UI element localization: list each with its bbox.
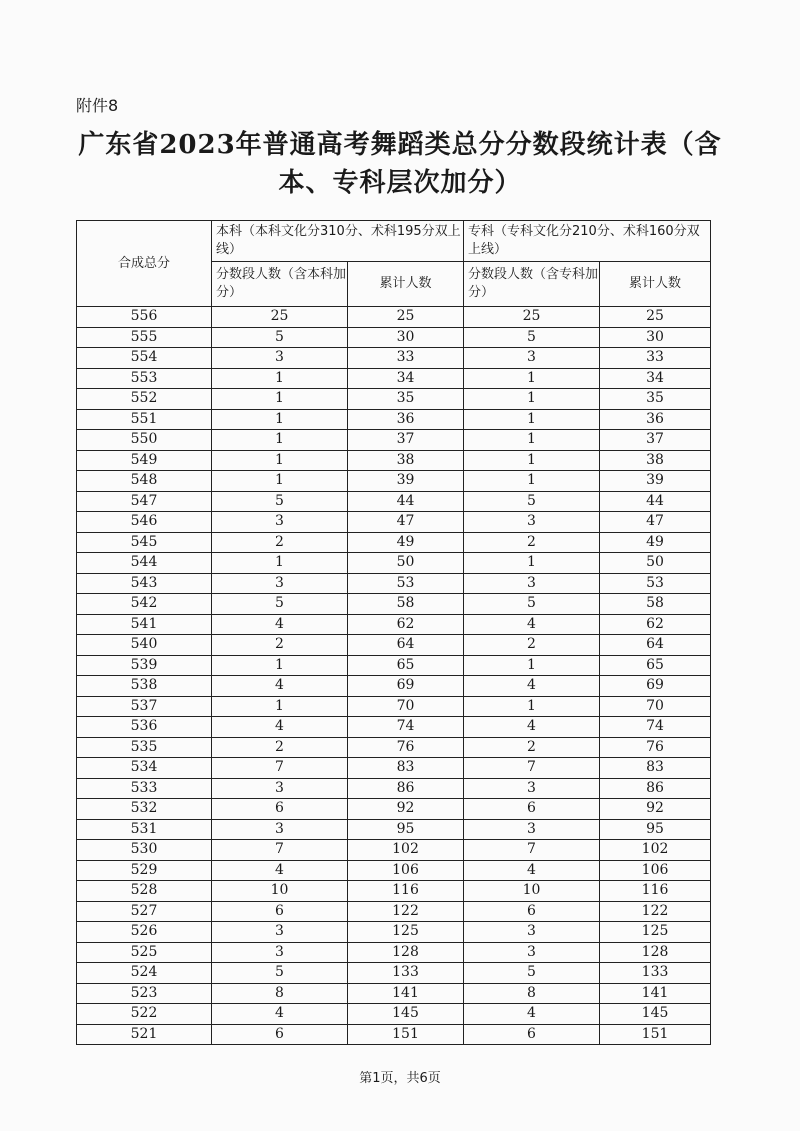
cell-jc-cum: 39 <box>600 471 711 492</box>
cell-ug-cum: 151 <box>348 1024 464 1045</box>
table-row <box>77 655 711 676</box>
cell-jc-cum: 38 <box>600 450 711 471</box>
cell-ug-cum: 33 <box>348 348 464 369</box>
cell-jc-cum: 37 <box>600 430 711 451</box>
table-row <box>77 573 711 594</box>
cell-ug-count: 3 <box>212 778 348 799</box>
cell-jc-cum: 106 <box>600 860 711 881</box>
cell-ug-count: 5 <box>212 491 348 512</box>
cell-jc-cum: 62 <box>600 614 711 635</box>
table-row <box>77 860 711 881</box>
cell-ug-count: 4 <box>212 676 348 697</box>
table-row <box>77 758 711 779</box>
table-row <box>77 737 711 758</box>
cell-score: 531 <box>77 819 212 840</box>
header-jc-cum: 累计人数 <box>600 262 711 307</box>
cell-jc-cum: 58 <box>600 594 711 615</box>
cell-ug-count: 8 <box>212 983 348 1004</box>
cell-jc-cum: 102 <box>600 840 711 861</box>
cell-ug-count: 1 <box>212 471 348 492</box>
cell-ug-cum: 34 <box>348 368 464 389</box>
cell-jc-cum: 65 <box>600 655 711 676</box>
cell-jc-cum: 128 <box>600 942 711 963</box>
cell-jc-cum: 50 <box>600 553 711 574</box>
cell-ug-cum: 36 <box>348 409 464 430</box>
cell-jc-cum: 44 <box>600 491 711 512</box>
table-row <box>77 348 711 369</box>
cell-jc-count: 6 <box>464 1024 600 1045</box>
cell-jc-count: 1 <box>464 450 600 471</box>
header-undergrad: 本科（本科文化分310分、术科195分双上线） <box>212 221 464 262</box>
cell-jc-cum: 74 <box>600 717 711 738</box>
cell-ug-count: 5 <box>212 594 348 615</box>
table-row <box>77 942 711 963</box>
score-distribution-table <box>76 220 711 1045</box>
cell-ug-cum: 83 <box>348 758 464 779</box>
cell-jc-cum: 64 <box>600 635 711 656</box>
attachment-label: 附件8 <box>76 96 119 115</box>
cell-jc-count: 4 <box>464 717 600 738</box>
cell-ug-count: 1 <box>212 553 348 574</box>
cell-ug-cum: 125 <box>348 922 464 943</box>
cell-score: 544 <box>77 553 212 574</box>
table-row <box>77 491 711 512</box>
table-row <box>77 840 711 861</box>
cell-ug-count: 1 <box>212 696 348 717</box>
header-ug-count: 分数段人数（含本科加分） <box>212 262 348 307</box>
cell-jc-count: 2 <box>464 635 600 656</box>
cell-ug-count: 1 <box>212 389 348 410</box>
cell-ug-count: 2 <box>212 737 348 758</box>
cell-ug-cum: 53 <box>348 573 464 594</box>
cell-ug-cum: 102 <box>348 840 464 861</box>
cell-ug-count: 5 <box>212 963 348 984</box>
cell-ug-cum: 39 <box>348 471 464 492</box>
cell-score: 556 <box>77 307 212 328</box>
cell-jc-count: 3 <box>464 573 600 594</box>
cell-score: 534 <box>77 758 212 779</box>
table-row <box>77 717 711 738</box>
cell-score: 525 <box>77 942 212 963</box>
cell-jc-count: 1 <box>464 389 600 410</box>
cell-jc-cum: 83 <box>600 758 711 779</box>
table-row <box>77 327 711 348</box>
cell-ug-count: 3 <box>212 942 348 963</box>
cell-jc-cum: 145 <box>600 1004 711 1025</box>
cell-jc-cum: 122 <box>600 901 711 922</box>
cell-ug-cum: 74 <box>348 717 464 738</box>
cell-ug-count: 25 <box>212 307 348 328</box>
cell-ug-count: 10 <box>212 881 348 902</box>
cell-jc-cum: 133 <box>600 963 711 984</box>
cell-jc-count: 25 <box>464 307 600 328</box>
table-row <box>77 963 711 984</box>
cell-ug-count: 6 <box>212 901 348 922</box>
cell-score: 535 <box>77 737 212 758</box>
cell-jc-cum: 35 <box>600 389 711 410</box>
cell-ug-cum: 106 <box>348 860 464 881</box>
cell-jc-cum: 86 <box>600 778 711 799</box>
header-junior: 专科（专科文化分210分、术科160分双上线） <box>464 221 711 262</box>
cell-jc-cum: 95 <box>600 819 711 840</box>
cell-jc-cum: 92 <box>600 799 711 820</box>
table-row <box>77 368 711 389</box>
table-row <box>77 512 711 533</box>
cell-ug-count: 7 <box>212 758 348 779</box>
table-row <box>77 430 711 451</box>
cell-score: 523 <box>77 983 212 1004</box>
cell-ug-count: 2 <box>212 532 348 553</box>
cell-ug-count: 4 <box>212 614 348 635</box>
table-row <box>77 594 711 615</box>
cell-ug-count: 5 <box>212 327 348 348</box>
cell-ug-count: 1 <box>212 409 348 430</box>
cell-jc-cum: 116 <box>600 881 711 902</box>
cell-jc-cum: 141 <box>600 983 711 1004</box>
cell-jc-cum: 70 <box>600 696 711 717</box>
cell-jc-cum: 34 <box>600 368 711 389</box>
cell-ug-count: 7 <box>212 840 348 861</box>
cell-jc-count: 3 <box>464 778 600 799</box>
cell-score: 537 <box>77 696 212 717</box>
cell-ug-count: 4 <box>212 1004 348 1025</box>
cell-ug-count: 4 <box>212 860 348 881</box>
table-row <box>77 881 711 902</box>
cell-score: 555 <box>77 327 212 348</box>
cell-ug-cum: 122 <box>348 901 464 922</box>
cell-score: 533 <box>77 778 212 799</box>
cell-jc-count: 5 <box>464 491 600 512</box>
header-score: 合成总分 <box>77 221 212 307</box>
cell-jc-count: 4 <box>464 1004 600 1025</box>
cell-ug-cum: 58 <box>348 594 464 615</box>
cell-score: 529 <box>77 860 212 881</box>
cell-jc-cum: 36 <box>600 409 711 430</box>
cell-jc-cum: 125 <box>600 922 711 943</box>
cell-ug-count: 3 <box>212 819 348 840</box>
cell-score: 530 <box>77 840 212 861</box>
cell-ug-count: 1 <box>212 368 348 389</box>
cell-ug-count: 4 <box>212 717 348 738</box>
cell-ug-cum: 145 <box>348 1004 464 1025</box>
cell-score: 522 <box>77 1004 212 1025</box>
cell-score: 551 <box>77 409 212 430</box>
cell-ug-cum: 47 <box>348 512 464 533</box>
table-row <box>77 1024 711 1045</box>
cell-ug-count: 3 <box>212 512 348 533</box>
cell-jc-count: 3 <box>464 819 600 840</box>
cell-score: 539 <box>77 655 212 676</box>
cell-score: 546 <box>77 512 212 533</box>
cell-score: 524 <box>77 963 212 984</box>
cell-ug-count: 3 <box>212 348 348 369</box>
table-row <box>77 1004 711 1025</box>
table-row <box>77 532 711 553</box>
table-row <box>77 676 711 697</box>
cell-jc-count: 2 <box>464 532 600 553</box>
cell-ug-cum: 49 <box>348 532 464 553</box>
table-row <box>77 409 711 430</box>
table-row <box>77 819 711 840</box>
cell-ug-cum: 116 <box>348 881 464 902</box>
cell-ug-cum: 35 <box>348 389 464 410</box>
cell-ug-cum: 44 <box>348 491 464 512</box>
table-row <box>77 799 711 820</box>
cell-ug-cum: 70 <box>348 696 464 717</box>
cell-score: 521 <box>77 1024 212 1045</box>
cell-ug-count: 1 <box>212 430 348 451</box>
cell-score: 554 <box>77 348 212 369</box>
cell-jc-count: 6 <box>464 901 600 922</box>
cell-jc-cum: 33 <box>600 348 711 369</box>
cell-score: 545 <box>77 532 212 553</box>
cell-jc-count: 3 <box>464 512 600 533</box>
cell-score: 543 <box>77 573 212 594</box>
cell-ug-cum: 141 <box>348 983 464 1004</box>
cell-jc-cum: 49 <box>600 532 711 553</box>
cell-score: 536 <box>77 717 212 738</box>
cell-ug-cum: 65 <box>348 655 464 676</box>
table-row <box>77 778 711 799</box>
table-row <box>77 450 711 471</box>
cell-score: 547 <box>77 491 212 512</box>
cell-ug-count: 3 <box>212 922 348 943</box>
cell-score: 550 <box>77 430 212 451</box>
cell-score: 538 <box>77 676 212 697</box>
table-row <box>77 307 711 328</box>
cell-score: 540 <box>77 635 212 656</box>
cell-jc-count: 5 <box>464 594 600 615</box>
cell-ug-cum: 25 <box>348 307 464 328</box>
table-row <box>77 901 711 922</box>
cell-jc-count: 10 <box>464 881 600 902</box>
cell-jc-cum: 76 <box>600 737 711 758</box>
cell-jc-cum: 53 <box>600 573 711 594</box>
cell-ug-count: 3 <box>212 573 348 594</box>
header-jc-count: 分数段人数（含专科加分） <box>464 262 600 307</box>
cell-jc-count: 3 <box>464 922 600 943</box>
cell-score: 542 <box>77 594 212 615</box>
cell-score: 548 <box>77 471 212 492</box>
cell-jc-cum: 151 <box>600 1024 711 1045</box>
cell-jc-cum: 69 <box>600 676 711 697</box>
cell-ug-cum: 95 <box>348 819 464 840</box>
cell-ug-cum: 69 <box>348 676 464 697</box>
table-row <box>77 983 711 1004</box>
cell-score: 527 <box>77 901 212 922</box>
cell-ug-cum: 92 <box>348 799 464 820</box>
cell-score: 549 <box>77 450 212 471</box>
cell-jc-count: 1 <box>464 368 600 389</box>
cell-score: 541 <box>77 614 212 635</box>
cell-ug-cum: 86 <box>348 778 464 799</box>
cell-jc-count: 4 <box>464 676 600 697</box>
table-row <box>77 635 711 656</box>
cell-score: 526 <box>77 922 212 943</box>
table-row <box>77 922 711 943</box>
cell-jc-cum: 25 <box>600 307 711 328</box>
table-row <box>77 696 711 717</box>
cell-ug-count: 6 <box>212 1024 348 1045</box>
cell-ug-cum: 50 <box>348 553 464 574</box>
cell-jc-count: 3 <box>464 348 600 369</box>
table-body <box>77 307 711 1045</box>
cell-jc-count: 3 <box>464 942 600 963</box>
cell-score: 552 <box>77 389 212 410</box>
cell-score: 553 <box>77 368 212 389</box>
page-title-line2: 本、专科层次加分） <box>278 168 522 198</box>
cell-ug-count: 1 <box>212 450 348 471</box>
cell-jc-count: 8 <box>464 983 600 1004</box>
cell-jc-count: 7 <box>464 758 600 779</box>
cell-ug-count: 2 <box>212 635 348 656</box>
cell-jc-cum: 30 <box>600 327 711 348</box>
cell-jc-count: 7 <box>464 840 600 861</box>
table-row <box>77 614 711 635</box>
cell-jc-count: 5 <box>464 327 600 348</box>
table-row <box>77 389 711 410</box>
cell-ug-cum: 38 <box>348 450 464 471</box>
table-row <box>77 471 711 492</box>
cell-jc-count: 1 <box>464 471 600 492</box>
cell-ug-count: 6 <box>212 799 348 820</box>
cell-ug-cum: 133 <box>348 963 464 984</box>
cell-ug-cum: 64 <box>348 635 464 656</box>
cell-jc-count: 5 <box>464 963 600 984</box>
page-title-line1: 广东省2023年普通高考舞蹈类总分分数段统计表（含 <box>78 130 722 160</box>
cell-ug-count: 1 <box>212 655 348 676</box>
page-footer: 第1页，共6页 <box>359 1071 441 1086</box>
cell-jc-cum: 47 <box>600 512 711 533</box>
cell-jc-count: 1 <box>464 696 600 717</box>
cell-ug-cum: 30 <box>348 327 464 348</box>
cell-jc-count: 2 <box>464 737 600 758</box>
cell-score: 532 <box>77 799 212 820</box>
cell-ug-cum: 62 <box>348 614 464 635</box>
cell-ug-cum: 128 <box>348 942 464 963</box>
table-row <box>77 553 711 574</box>
cell-score: 528 <box>77 881 212 902</box>
cell-ug-cum: 76 <box>348 737 464 758</box>
cell-jc-count: 4 <box>464 860 600 881</box>
cell-ug-cum: 37 <box>348 430 464 451</box>
cell-jc-count: 6 <box>464 799 600 820</box>
header-ug-cum: 累计人数 <box>348 262 464 307</box>
cell-jc-count: 4 <box>464 614 600 635</box>
cell-jc-count: 1 <box>464 655 600 676</box>
cell-jc-count: 1 <box>464 430 600 451</box>
cell-jc-count: 1 <box>464 553 600 574</box>
cell-jc-count: 1 <box>464 409 600 430</box>
